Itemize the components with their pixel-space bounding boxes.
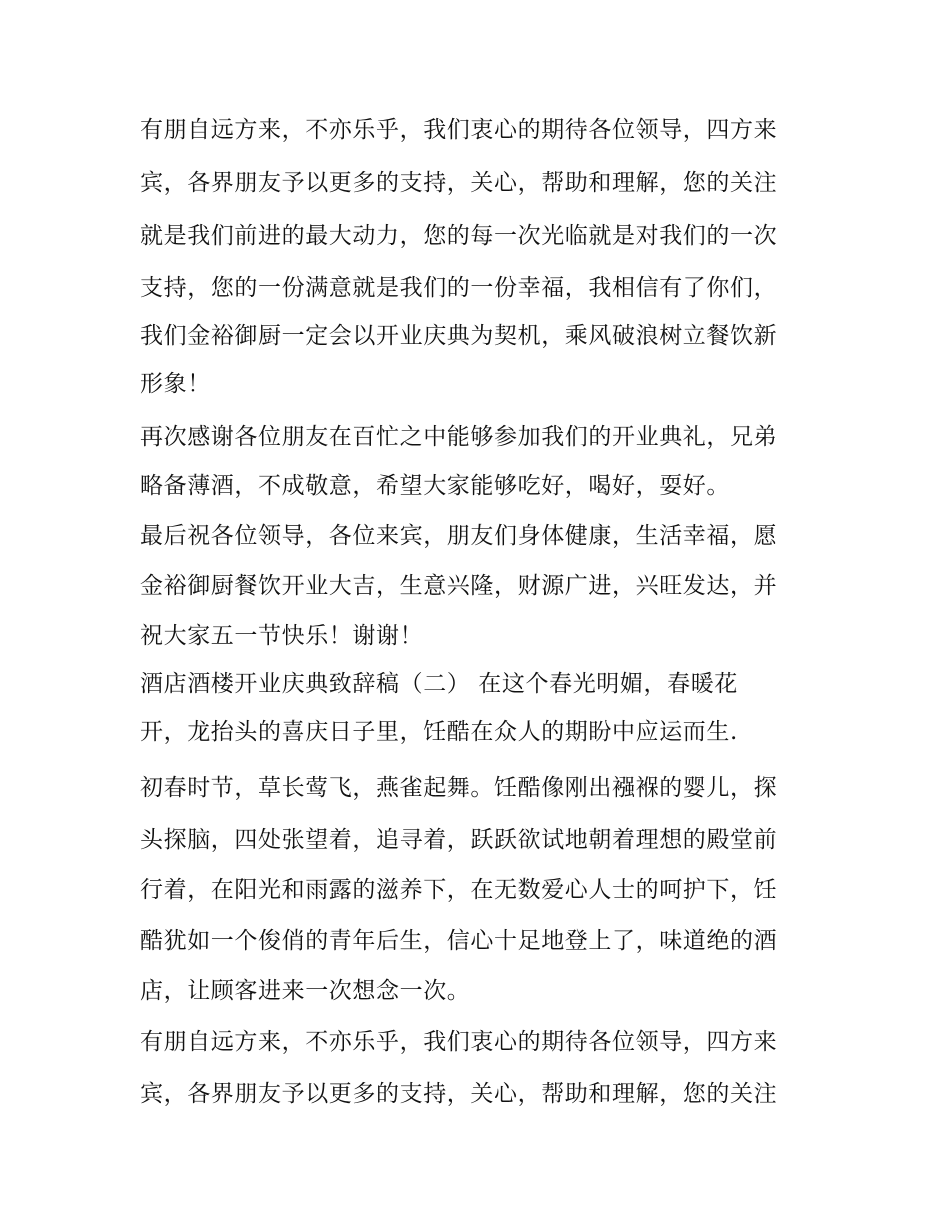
text-line: 略备薄酒，不成敬意，希望大家能够吃好，喝好，耍好。: [140, 473, 730, 499]
text-line: 金裕御厨餐饮开业大吉，生意兴隆，财源广进，兴旺发达，并: [140, 573, 778, 599]
text-line: 行着，在阳光和雨露的滋养下，在无数爱心人士的呵护下，饪: [140, 877, 778, 903]
text-line: 店，让顾客进来一次想念一次。: [140, 978, 471, 1004]
text-line: 有朋自远方来，不亦乐乎，我们衷心的期待各位领导，四方来: [140, 117, 778, 143]
text-line: 开，龙抬头的喜庆日子里，饪酷在众人的期盼中应运而生.: [140, 719, 738, 745]
text-line: 宾，各界朋友予以更多的支持，关心，帮助和理解，您的关注: [140, 170, 778, 196]
text-line: 就是我们前进的最大动力，您的每一次光临就是对我们的一次: [140, 223, 778, 249]
text-line: 初春时节，草长莺飞，燕雀起舞。饪酷像刚出襁褓的婴儿，探: [140, 775, 778, 801]
text-line: 祝大家五一节快乐！谢谢！: [140, 623, 424, 649]
text-line: 最后祝各位领导，各位来宾，朋友们身体健康，生活幸福，愿: [140, 523, 778, 549]
text-line: 宾，各界朋友予以更多的支持，关心，帮助和理解，您的关注: [140, 1081, 778, 1107]
text-line: 酷犹如一个俊俏的青年后生，信心十足地登上了，味道绝的酒: [140, 928, 778, 954]
text-line: 酒店酒楼开业庆典致辞稿（二） 在这个春光明媚，春暖花: [140, 671, 738, 697]
text-line: 我们金裕御厨一定会以开业庆典为契机，乘风破浪树立餐饮新: [140, 323, 778, 349]
text-line: 支持，您的一份满意就是我们的一份幸福，我相信有了你们，: [140, 275, 778, 301]
text-line: 头探脑，四处张望着，追寻着，跃跃欲试地朝着理想的殿堂前: [140, 827, 778, 853]
text-line: 形象！: [140, 371, 211, 397]
text-line: 再次感谢各位朋友在百忙之中能够参加我们的开业典礼，兄弟: [140, 424, 778, 450]
text-line: 有朋自远方来，不亦乐乎，我们衷心的期待各位领导，四方来: [140, 1029, 778, 1055]
